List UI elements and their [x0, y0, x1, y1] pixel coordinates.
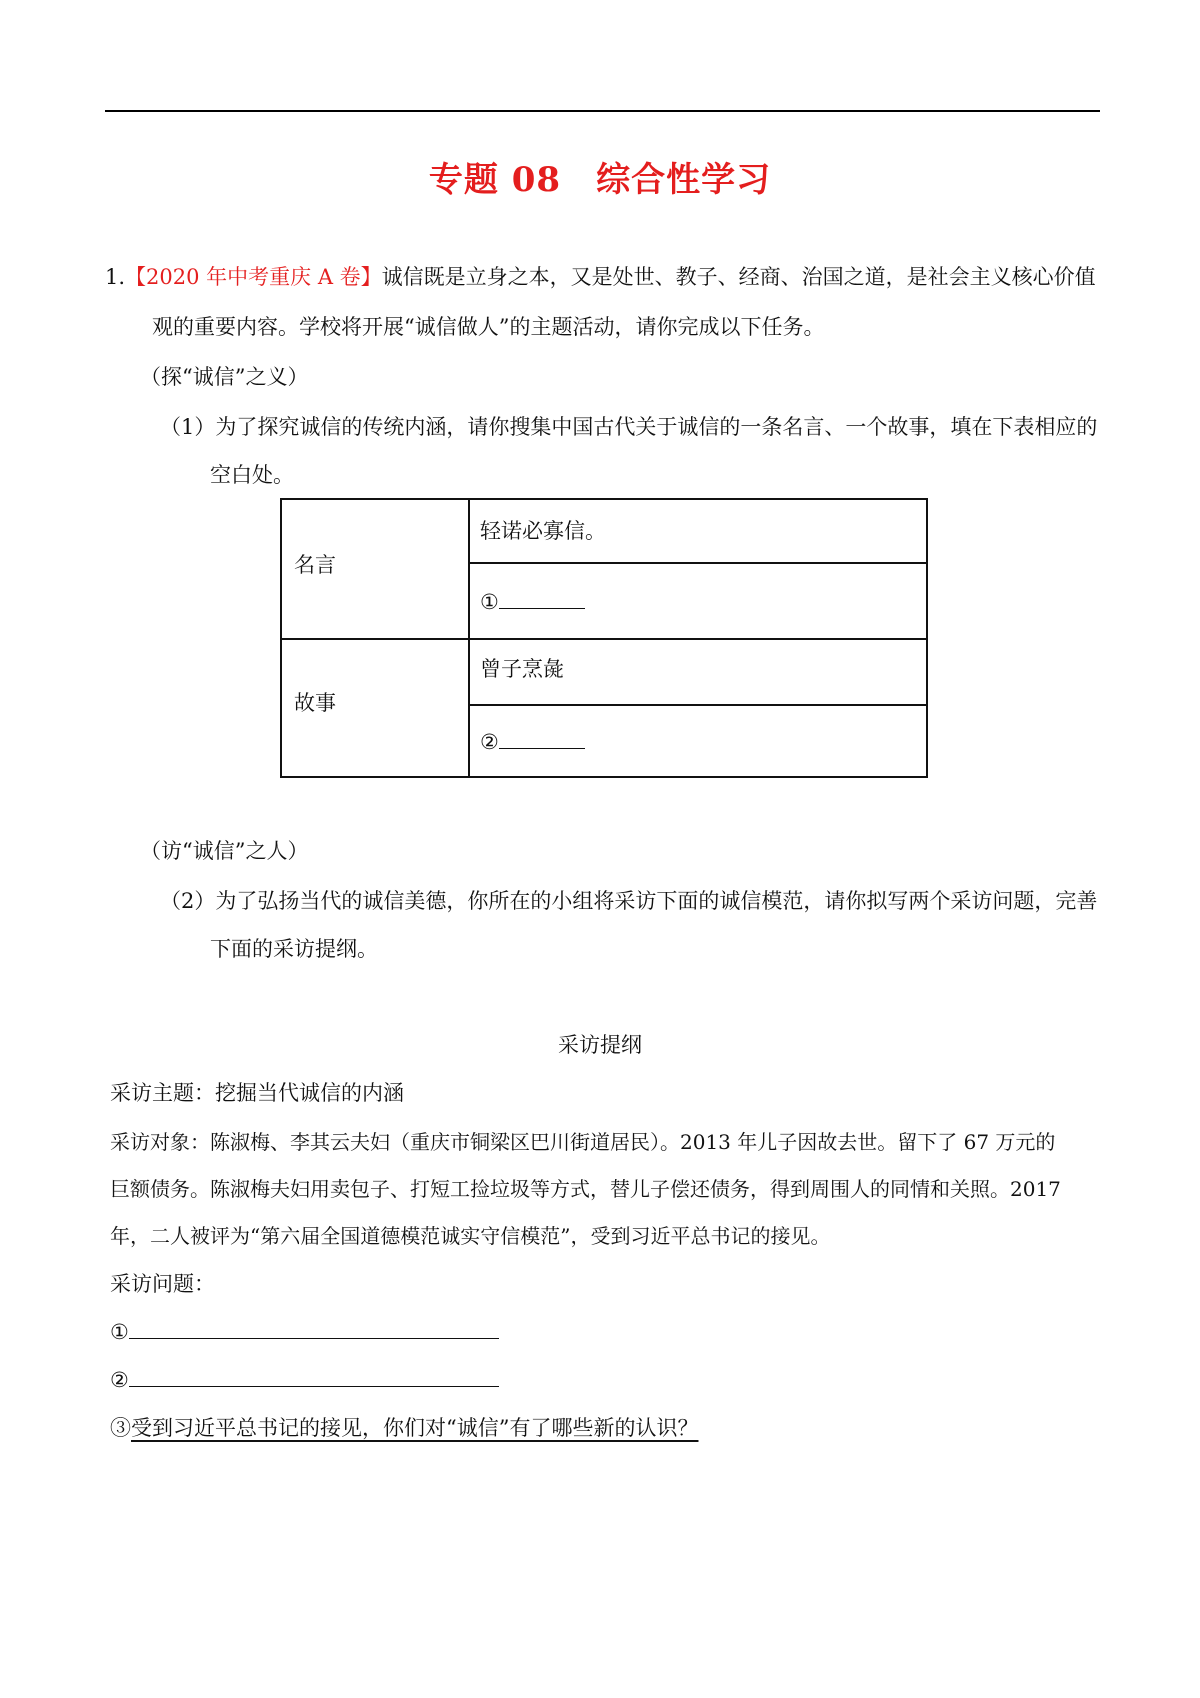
q1-marker: ① — [110, 1320, 129, 1344]
outline-target-line2: 巨额债务。陈淑梅夫妇用卖包子、打短工捡垃圾等方式，替儿子偿还债务，得到周围人的同情和关照。2017 — [110, 1177, 1061, 1201]
question-intro-line1 — [105, 262, 1096, 292]
interview-question-2[interactable] — [110, 1364, 499, 1395]
table-divider-row2 — [468, 704, 926, 706]
interview-question-1-blank[interactable] — [129, 1316, 499, 1339]
part2-heading: （访“诚信”之人） — [140, 839, 309, 863]
part2-instruction-line1: （2）为了弘扬当代的诚信美德，你所在的小组将采访下面的诚信模范，请你拟写两个采访问题，完善 — [160, 889, 1098, 913]
interview-question-3 — [110, 1413, 698, 1443]
table-divider-row1 — [468, 562, 926, 564]
outline-questions-label: 采访问题： — [110, 1272, 215, 1296]
interview-question-1[interactable] — [110, 1316, 499, 1347]
table-story-given: 曾子烹彘 — [480, 657, 564, 681]
answer-blank-1[interactable] — [499, 586, 585, 609]
outline-heading: 采访提纲 — [558, 1033, 642, 1057]
table-proverb-given: 轻诺必寡信。 — [480, 519, 606, 543]
table-story-blank[interactable] — [480, 726, 585, 757]
blank-marker-1: ① — [480, 590, 499, 614]
q3-marker: ③ — [110, 1416, 131, 1440]
part1-heading: （探“诚信”之义） — [140, 365, 309, 389]
part2-instruction-line2: 下面的采访提纲。 — [210, 937, 378, 961]
header-rule — [105, 110, 1100, 112]
q2-marker: ② — [110, 1368, 129, 1392]
q3-text: 受到习近平总书记的接见，你们对“诚信”有了哪些新的认识？ — [131, 1416, 699, 1440]
interview-question-2-blank[interactable] — [129, 1364, 499, 1387]
proverb-story-table — [280, 498, 928, 778]
table-proverb-blank[interactable] — [480, 586, 585, 617]
answer-blank-2[interactable] — [499, 726, 585, 749]
question-intro-text: 诚信既是立身之本，又是处世、教子、经商、治国之道，是社会主义核心价值 — [381, 265, 1096, 289]
outline-target-line1: 采访对象：陈淑梅、李其云夫妇（重庆市铜梁区巴川街道居民）。2013 年儿子因故去世。留下了 67 万元的 — [110, 1130, 1056, 1154]
question-source: 【2020 年中考重庆 A 卷】 — [125, 265, 382, 289]
table-label-proverb: 名言 — [294, 553, 336, 577]
blank-marker-2: ② — [480, 730, 499, 754]
outline-target-line3: 年，二人被评为“第六届全国道德模范诚实守信模范”，受到习近平总书记的接见。 — [110, 1224, 831, 1248]
outline-topic: 采访主题：挖掘当代诚信的内涵 — [110, 1081, 404, 1105]
question-intro-line2: 观的重要内容。学校将开展“诚信做人”的主题活动，请你完成以下任务。 — [152, 315, 825, 339]
table-label-story: 故事 — [294, 691, 336, 715]
part1-instruction-line1: （1）为了探究诚信的传统内涵，请你搜集中国古代关于诚信的一条名言、一个故事，填在下表相应的 — [160, 415, 1098, 439]
page-title: 专题 08 综合性学习 — [428, 160, 772, 200]
part1-instruction-line2: 空白处。 — [210, 463, 294, 487]
table-divider-middle — [282, 638, 926, 640]
question-number: 1. — [105, 265, 126, 289]
